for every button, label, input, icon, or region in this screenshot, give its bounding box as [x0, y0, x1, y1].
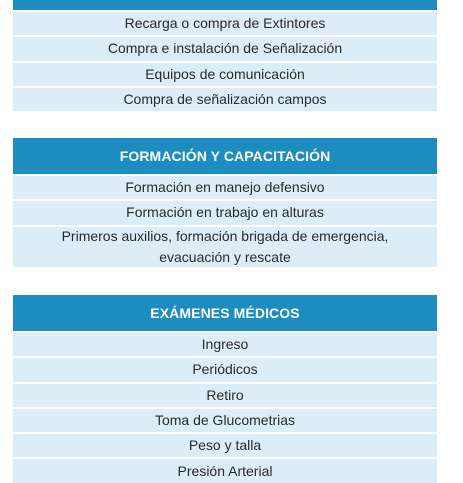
table-row: Recarga o compra de Extintores — [13, 10, 437, 35]
table-row: Toma de Glucometrias — [13, 407, 437, 432]
table-section-1 — [13, 0, 437, 111]
table-row: Peso y talla — [13, 432, 437, 457]
table-row: Compra de señalización campos — [13, 86, 437, 111]
table-section-examenes — [13, 295, 437, 483]
table-row: Retiro — [13, 382, 437, 407]
table-row: Primeros auxilios, formación brigada de emergencia, evacuación y rescate — [13, 225, 437, 267]
table-row: Formación en manejo defensivo — [13, 174, 437, 199]
section-header: EXÁMENES MÉDICOS — [13, 295, 437, 331]
section-header — [13, 0, 437, 10]
section-header: FORMACIÓN Y CAPACITACIÓN — [13, 138, 437, 174]
table-row: Ingreso — [13, 331, 437, 356]
table-row: Compra e instalación de Señalización — [13, 35, 437, 60]
table-section-formacion — [13, 138, 437, 267]
table-row: Periódicos — [13, 356, 437, 381]
table-row: Formación en trabajo en alturas — [13, 199, 437, 224]
table-row: Presión Arterial — [13, 457, 437, 482]
table-row: Equipos de comunicación — [13, 61, 437, 86]
